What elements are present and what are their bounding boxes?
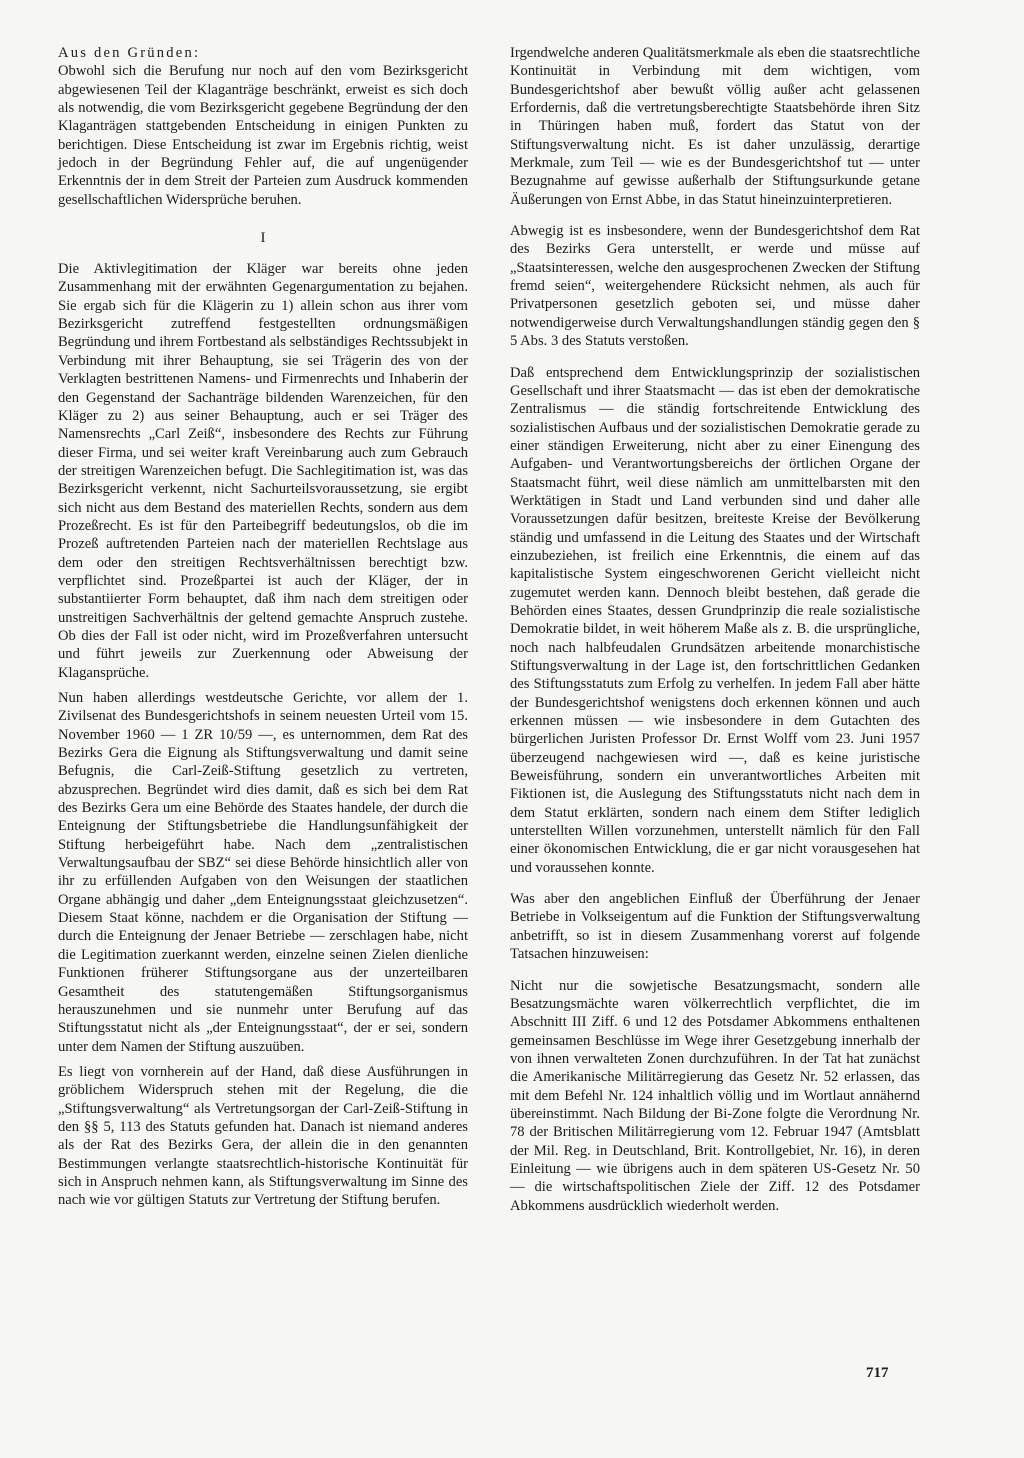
paragraph: Es liegt von vornherein auf der Hand, daß diese Ausführungen in gröblichem Widerspruch stehen mit der Regelung, die die „Stiftungsverwaltung“ als Vertretungsorgan der Carl-Zeiß-Stiftung in den §§ 5, 113 des Statuts gefunden hat. Danach ist niemand anderes als der Rat des Bezirks Gera, der allein die in den genannten Bestimmungen verlangte staatsrechtlich-historische Kontinuität für sich in Anspruch nehmen kann, als Stiftungsverwaltung im Sinne des nach wie vor gültigen Statuts zur Vertretung der Stiftung berufen. [58,1063,468,1209]
section-heading: Aus den Gründen: [58,45,201,61]
paragraph: Die Aktivlegitimation der Kläger war bereits ohne jeden Zusammenhang mit der erwähnten Gegenargumentation zu bejahen. Sie ergab sich für die Klägerin zu 1) allein schon aus ihrer vom Bezirksgericht zutreffend festgestellten ordnungsmäßigen Begründung und ihrem Fortbestand als selbständiges Rechtssubjekt in Verbindung mit ihrer Behauptung, sie sei Trägerin des von der Verklagten bestrittenen Namens- und Firmenrechts und Inhaberin der den Gegenstand der Sachanträge bildenden Warenzeichen, für den Kläger zu 2) aus seiner Behauptung, auch er sei Träger des Namensrechts „Carl Zeiß“, insbesondere des Rechts zur Führung dieser Firma, und sei weiter kraft Vereinbarung auch zum Gebrauch der streitigen Warenzeichen befugt. Die Sachlegitimation ist, was das Bezirksgericht verkennt, nicht Sachurteilsvoraussetzung, sie ergibt sich nicht aus dem Bestand des materiellen Rechts, sondern aus dem Prozeßrecht. Es ist für den Parteibegriff bedeutungslos, ob die im Prozeß auftretenden Parteien nach der materiellen Rechtslage aus dem oder den streitigen Rechtsverhältnissen berechtigt bzw. verpflichtet sind. Prozeßpartei ist auch der Kläger, der in substantiierter Form behauptet, daß ihm nach dem streitigen oder unstreitigen Sachverhältnis der geltend gemachte Anspruch zustehe. Ob dies der Fall ist oder nicht, wird im Prozeßverfahren untersucht und führt jeweils zur Zuerkennung oder Abweisung der Klagansprüche. [58,261,468,681]
paragraph-intro: Obwohl sich die Berufung nur noch auf den vom Bezirksgericht abgewiesenen Teil der Klaganträge beschränkt, erweist es sich doch als notwendig, die vom Bezirksgericht gegebene Begründung der den Klaganträgen stattgebenden Entscheidung in einigen Punkten zu berichtigen. Diese Entscheidung ist zwar im Ergebnis richtig, weist jedoch in der Begründung Fehler auf, die auf ungenügender Erkenntnis der in dem Streit der Parteien zum Ausdruck kommenden gesellschaftlichen Widersprüche beruhen. [58,63,468,208]
paragraph: Was aber den angeblichen Einfluß der Überführung der Jenaer Betriebe in Volkseigentum auf die Funktion der Stiftungsverwaltung anbetrifft, so ist in diesem Zusammenhang vorerst auf folgende Tatsachen hinzuweisen: [510,891,920,963]
paragraph: Nicht nur die sowjetische Besatzungsmacht, sondern alle Besatzungsmächte waren völkerrechtlich verpflichtet, die im Abschnitt III Ziff. 6 und 12 des Potsdamer Abkommens enthaltenen gemeinsamen Beschlüsse im Wege ihrer Gesetzgebung innerhalb der von ihnen verwalteten Zonen durchzuführen. In der Tat hat zunächst die Amerikanische Militärregierung das Gesetz Nr. 52 erlassen, das mit dem Befehl Nr. 124 inhaltlich völlig und im Wortlaut annähernd übereinstimmt. Nach Bildung der Bi-Zone folgte die Verordnung Nr. 78 der Britischen Militärregierung vom 12. Februar 1947 (Amtsblatt der Mil. Reg. in Deutschland, Brit. Kontrollgebiet, Nr. 16), in deren Einleitung — wie übrigens auch in dem späteren US-Gesetz Nr. 50 — die wirtschaftspolitischen Ziele der Ziff. 12 des Potsdamer Abkommens ausdrücklich wiederholt werden. [510,977,920,1214]
right-column [510,44,920,1215]
page-number: 717 [866,1365,889,1381]
paragraph: Daß entsprechend dem Entwicklungsprinzip der sozialistischen Gesellschaft und ihrer Staatsmacht — das ist eben der demokratische Zentralismus — die ständig fortschreitende Entwicklung des sozialistischen Aufbaus und der sozialistischen Demokratie gerade zu einer ständigen Erweiterung, nicht aber zu einer Einengung des Aufgaben- und Verantwortungsbereichs der örtlichen Organe der Staatsmacht führt, weil diese nämlich am unmittelbarsten mit den Werktätigen in Stadt und Land verbunden sind und daher alle Voraussetzungen dafür besitzen, breiteste Kreise der Bevölkerung ständig und umfassend in die Leitung des Staates und der Wirtschaft einzubeziehen, ist freilich eine Erkenntnis, die einem auf das kapitalistische System eingeschworenen Gericht vielleicht nicht zugemutet werden kann. Dennoch bleibt bestehen, daß gerade die Behörden eines Staates, dessen Grundprinzip die reale sozialistische Demokratie bildet, in weit höherem Maße als z. B. die ursprüngliche, noch nach halbfeudalen Grundsätzen arbeitende monarchistische Stiftungsverwaltung in der Lage ist, den fortschrittlichen Gedanken des Stiftungsstatuts zum Erfolg zu verhelfen. In jedem Fall aber hätte der Bundesgerichtshof wenigstens doch erkennen können und auch erkennen müssen — wie insbesondere in dem Gutachten des bürgerlichen Juristen Professor Dr. Ernst Wolff vom 23. Juni 1957 überzeugend nachgewiesen wird —, daß es keine juristische Beweisführung, sondern ein unverantwortliches Arbeiten mit Fiktionen ist, die Auslegung des Stiftungsstatuts nicht nach dem in dem Statut erklärten, sondern nach einem dem Stifter lediglich unterstellten Willen vorzunehmen, unterstellt nämlich für den Fall einer ökonomischen Entwicklung, die er gar nicht vorausgesehen hat und voraussehen konnte. [510,364,920,876]
paragraph: Nun haben allerdings westdeutsche Gerichte, vor allem der 1. Zivilsenat des Bundesgerichtshofs in seinem neuesten Urteil vom 15. November 1960 — 1 ZR 10/59 —, es unternommen, dem Rat des Bezirks Gera die Eignung als Stiftungsverwaltung und damit seine Befugnis, die Carl-Zeiß-Stiftung gesetzlich zu vertreten, abzusprechen. Begründet wird dies damit, daß es sich bei dem Rat des Bezirks Gera um eine Behörde des Staates handele, der durch die Enteignung der Stiftungsbetriebe die Handlungsunfähigkeit der Stiftung herbeigeführt habe. Nach dem „zentralistischen Verwaltungsaufbau der SBZ“ sei diese Behörde hinsichtlich aller von ihr zu erfüllenden Aufgaben von den Weisungen der staatlichen Organe abhängig und daher „dem Enteignungsstaat gleichzusetzen“. Diesem Staat könne, nachdem er die Organisation der Stiftung — durch die Enteignung der Jenaer Betriebe — zerschlagen habe, nicht die Legitimation zuerkannt werden, einzelne seinen Zielen dienliche Funktionen früherer Stiftungsorgane aus der unzerteilbaren Gesamtheit des statutengemäßen Stiftungsorganismus herauszunehmen und sie nunmehr unter Berufung auf das Stiftungsstatut nicht als „der Enteignungsstaat“, der er sei, sondern unter dem Namen der Stiftung auszuüben. [58,690,468,1055]
section-numeral: I [260,230,266,247]
left-column [58,44,468,1210]
paragraph: Abwegig ist es insbesondere, wenn der Bundesgerichtshof dem Rat des Bezirks Gera unterstellt, er werde und müsse auf „Staatsinteressen, welche den ausgesprochenen Zwecken der Stiftung fremd seien“, weitergehendere Rücksicht nehmen, als auch für Privatpersonen gesetzlich geboten sei, und müsse daher notwendigerweise durch Verwaltungshandlungen ständig gegen den § 5 Abs. 3 des Statuts verstoßen. [510,223,920,350]
paragraph: Irgendwelche anderen Qualitätsmerkmale als eben die staatsrechtliche Kontinuität in Verbindung mit dem wichtigen, vom Bundesgerichtshof aber bewußt völlig außer acht gelassenen Erfordernis, daß die vertretungsberechtigte Staatsbehörde ihren Sitz in Thüringen haben muß, fordert das Statut von der Stiftungsverwaltung nicht. Es ist daher unzulässig, derartige Merkmale, zum Teil — wie es der Bundesgerichtshof tut — unter Bezugnahme auf gewisse außerhalb der Stiftungsurkunde getane Äußerungen von Ernst Abbe, in das Statut hineinzuinterpretieren. [510,45,920,208]
